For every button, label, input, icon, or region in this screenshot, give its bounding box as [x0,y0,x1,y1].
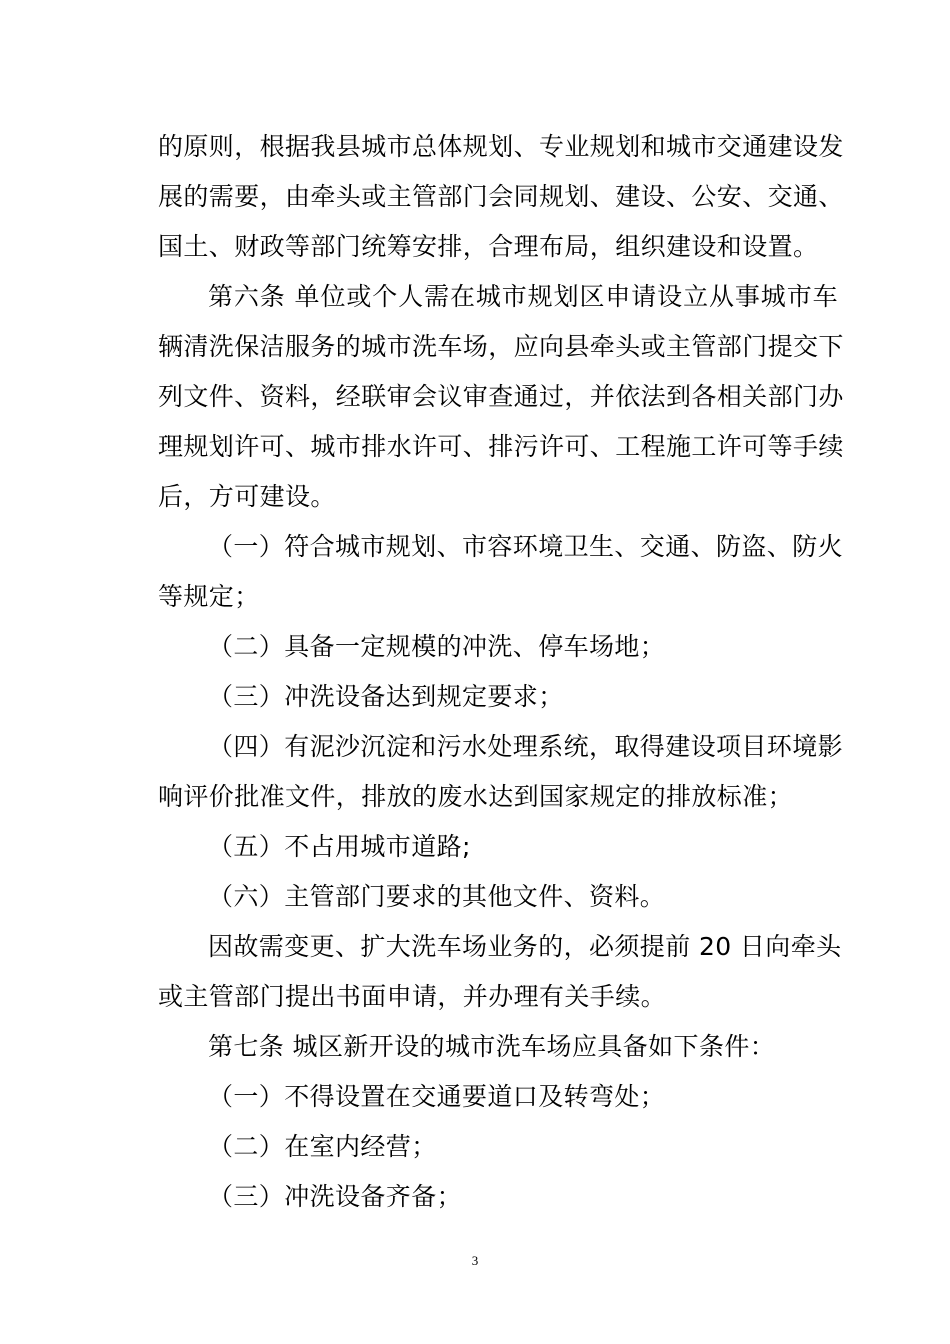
body-text [158,122,844,1222]
text-line: （六）主管部门要求的其他文件、资料。 [208,882,666,911]
text-line: （一）不得设置在交通要道口及转弯处； [208,1082,666,1111]
text-line: 因故需变更、扩大洗车场业务的，必须提前 20 日向牵头 [208,932,842,961]
list-item-article-7-1 [158,1072,838,1122]
list-item-4 [158,722,844,822]
list-item-article-7-3 [158,1172,838,1222]
text-line: （五）不占用城市道路; [208,832,471,861]
page-number: 3 [471,1253,479,1268]
text-line: 列文件、资料，经联审会议审查通过，并依法到各相关部门办 [158,382,844,411]
list-item-3 [158,672,838,722]
text-line: 的原则，根据我县城市总体规划、专业规划和城市交通建设发 [158,132,844,161]
text-line: 展的需要，由牵头或主管部门会同规划、建设、公安、交通、 [158,182,844,211]
text-line: 理规划许可、城市排水许可、排污许可、工程施工许可等手续 [158,432,844,461]
text-line: 或主管部门提出书面申请，并办理有关手续。 [158,982,667,1011]
list-item-5 [158,822,838,872]
list-item-2 [158,622,838,672]
list-item-1 [158,522,844,622]
text-line: （一）符合城市规划、市容环境卫生、交通、防盗、防火 [208,532,844,561]
paragraph-principle-continued [158,122,844,272]
text-line: 等规定； [158,582,260,611]
text-line: 第七条 城区新开设的城市洗车场应具备如下条件： [208,1032,776,1061]
text-line: （二）具备一定规模的冲洗、停车场地； [208,632,666,661]
list-item-article-7-2 [158,1122,838,1172]
text-line: （三）冲洗设备达到规定要求； [208,682,564,711]
text-line: 第六条 单位或个人需在城市规划区申请设立从事城市车 [208,282,838,311]
paragraph-article-6 [158,272,844,522]
list-item-6 [158,872,838,922]
text-line: （三）冲洗设备齐备； [208,1182,463,1211]
paragraph-change-application [158,922,842,1022]
text-line: （二）在室内经营； [208,1132,437,1161]
text-line: 后，方可建设。 [158,482,336,511]
text-line: 国土、财政等部门统筹安排，合理布局，组织建设和设置。 [158,232,819,261]
text-line: 辆清洗保洁服务的城市洗车场，应向县牵头或主管部门提交下 [158,332,844,361]
paragraph-article-7 [158,1022,838,1072]
text-line: （四）有泥沙沉淀和污水处理系统，取得建设项目环境影 [208,732,844,761]
text-line: 响评价批准文件，排放的废水达到国家规定的排放标准； [158,782,794,811]
